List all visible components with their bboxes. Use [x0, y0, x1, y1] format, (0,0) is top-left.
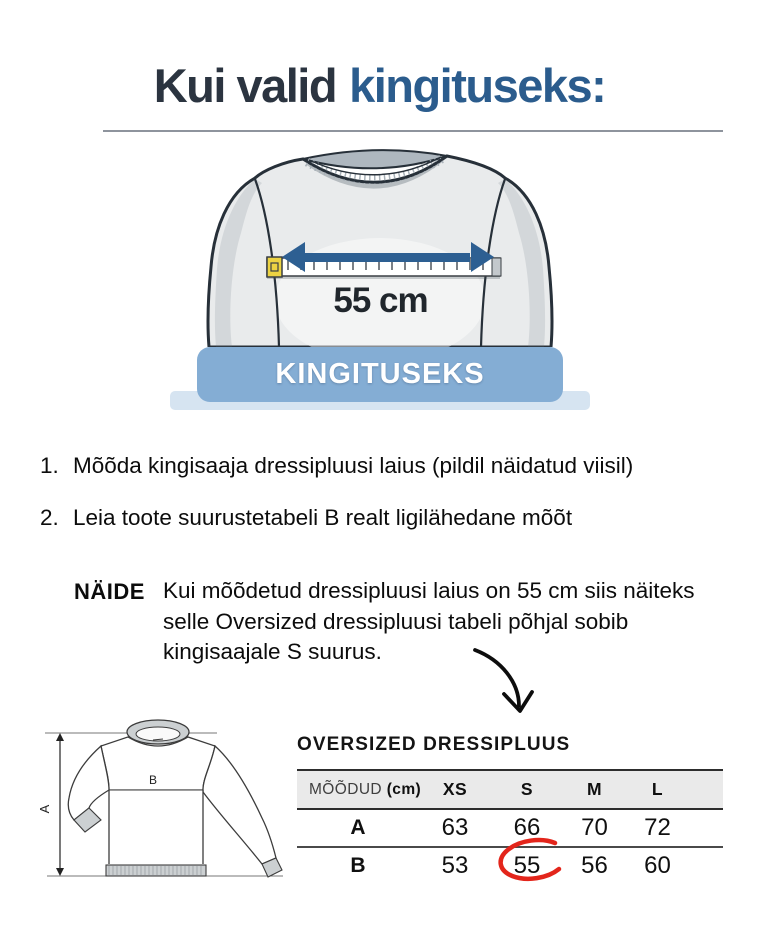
title-divider — [103, 130, 723, 132]
row-b-value-m: 56 — [581, 852, 608, 879]
gift-badge-button[interactable]: KINGITUSEKS — [197, 347, 563, 402]
table-header-row — [297, 769, 723, 810]
diagram-right-sleeve — [203, 746, 276, 864]
example-text: Kui mõõdetud dressipluusi laius on 55 cm siis näiteks selle Oversized dressipluusi tabeli põhjal sobib kingisaajale S suurus. — [163, 578, 695, 664]
table-header-size-m: M — [586, 779, 603, 799]
step-2-number: 2. — [40, 505, 59, 530]
table-header-measure: MÕÕDUD (cm) — [309, 780, 422, 798]
tape-yellow-end — [267, 257, 282, 277]
row-b-value-xs: 53 — [441, 852, 469, 879]
diagram-chest — [101, 737, 215, 790]
row-a-value-s: 66 — [513, 814, 541, 841]
height-label: A — [37, 804, 52, 814]
curved-arrow-icon — [463, 644, 548, 722]
step-2 — [40, 505, 572, 531]
tape-metal-end — [492, 258, 501, 276]
row-a-value-xs: 63 — [441, 814, 469, 841]
height-dimension-line — [56, 733, 64, 876]
page-title — [0, 58, 759, 113]
row-a-label: A — [350, 816, 366, 839]
step-2-text: Leia toote suurustetabeli B realt ligilähedane mõõt — [73, 505, 573, 530]
table-header-size-l: L — [651, 779, 664, 799]
example-label: NÄIDE — [74, 579, 145, 604]
row-b-value-l: 60 — [644, 852, 671, 879]
size-diagram — [25, 710, 300, 900]
row-a-value-m: 70 — [581, 814, 608, 841]
width-label: B — [148, 773, 158, 787]
page-title-highlight: kingituseks: — [349, 59, 606, 112]
diagram-torso — [109, 790, 203, 864]
page-title-prefix: Kui valid — [153, 59, 337, 112]
table-header-size-s: S — [520, 779, 534, 799]
step-1-text: Mõõda kingisaaja dressipluusi laius (pildil näidatud viisil) — [73, 453, 634, 478]
step-1-number: 1. — [40, 453, 59, 478]
highlight-circle-icon — [489, 835, 571, 885]
row-b-label: B — [350, 854, 366, 877]
size-table-title: OVERSIZED DRESSIPLUUS — [297, 734, 571, 755]
row-b-value-s: 55 — [513, 852, 541, 879]
step-1 — [40, 453, 633, 479]
table-header-size-xs: XS — [442, 779, 468, 799]
measurement-value: 55 cm — [333, 281, 428, 320]
row-a-value-l: 72 — [644, 814, 671, 841]
